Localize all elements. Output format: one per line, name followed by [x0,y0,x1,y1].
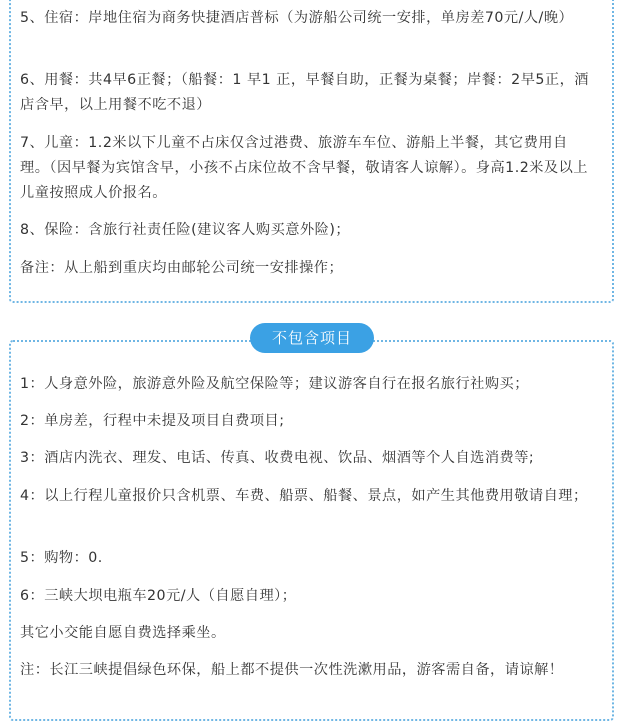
excluded-item-note: 注：长江三峡提倡绿色环保，船上都不提供一次性洗漱用品，游客需自备，请谅解！ [20,662,564,678]
included-item-accommodation: 5、住宿：岸地住宿为商务快捷酒店普标（为游船公司统一安排，单房差70元/人/晚） [20,10,574,26]
included-item-meals: 6、用餐：共4早6正餐；（船餐：1 早1 正，早餐自助，正餐为桌餐；岸餐：2早5正，酒店含早，以上用餐不吃不退） [20,72,589,113]
excluded-item-shopping: 5：购物：0. [20,550,103,566]
excluded-item-single-room: 2：单房差，行程中未提及项目自费项目; [20,413,285,429]
included-item-remark: 备注：从上船到重庆均由邮轮公司统一安排操作； [20,260,344,276]
included-item-children: 7、儿童：1.2米以下儿童不占床仅含过港费、旅游车车位、游船上半餐，其它费用自理。（因早餐为宾馆含早，小孩不占床位故不含早餐，敬请客人谅解）。身高1.2米及以上儿童按照成人价报名。 [20,135,588,201]
included-item-insurance: 8、保险：含旅行社责任险(建议客人购买意外险)； [20,222,351,238]
excluded-section-title: 不包含项目 [250,323,374,353]
excluded-item-insurance: 1：人身意外险，旅游意外险及航空保险等；建议游客自行在报名旅行社购买； [20,376,529,392]
excluded-item-small-transport: 其它小交能自愿自费选择乘坐。 [20,625,226,641]
excluded-item-children-quote: 4：以上行程儿童报价只含机票、车费、船票、船餐、景点，如产生其他费用敬请自理； [20,488,588,504]
excluded-item-dam-shuttle: 6：三峡大坝电瓶车20元/人（自愿自理）； [20,588,297,604]
excluded-item-hotel-extras: 3：酒店内洗衣、理发、电话、传真、收费电视、饮品、烟酒等个人自选消费等; [20,450,535,466]
